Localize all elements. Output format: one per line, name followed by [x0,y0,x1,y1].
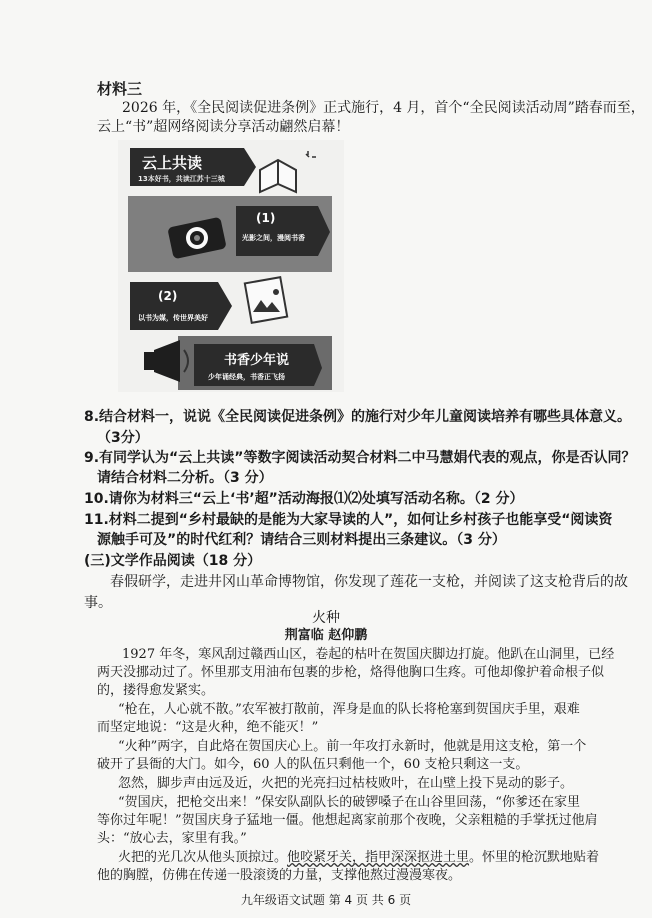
story-p3-line-2: 破开了县衙的大门。如今，60 人的队伍只剩他一个，60 支枪只剩这一支。 [97,757,529,772]
story-p6-line-2: 他的胸膛，仿佛在传递一股滚烫的力量，支撑他熬过漫漫寒夜。 [97,868,462,883]
banner-3-text: 以书为媒，传世界美好 [138,314,208,322]
story-p1-line-1: 1927 年冬，寒风刮过赣西山区，卷起的枯叶在贺国庆脚边打旋。他趴在山洞里，已经 [122,647,615,662]
question-9-line-1: 9.有同学认为“云上共读”等数字阅读活动契合材料二中马慧娟代表的观点，你是否认同？ [84,450,636,466]
banner-2-text: 光影之间，漫阅书香 [242,234,305,242]
question-8-line-1: 8.结合材料一，说说《全民阅读促进条例》的施行对少年儿童阅读培养有哪些具体意义。 [84,409,632,425]
poster-mark-1: (1) [256,211,276,225]
story-p3-line-1: “火种”两字，自此烙在贺国庆心上。前一年攻打永新时，他就是用这支枪，第一个 [118,739,587,754]
banner-3-shape [130,282,232,330]
story-p6-pre: 火把的光几次从他头顶掠过。 [118,850,288,865]
question-9-line-2: 请结合材料二分析。（3 分） [97,470,273,486]
story-p5-line-3: 头：“放心去，家里有我。” [97,831,247,846]
story-p5-line-1: “贺国庆，把枪交出来！”保安队副队长的破锣嗓子在山谷里回荡，“你爹还在家里 [118,795,580,810]
banner-4-title: 书香少年说 [224,353,290,368]
poster-mark-2: (2) [158,289,178,303]
question-11-line-1: 11.材料二提到“乡村最缺的是能为大家导读的人”，如何让乡村孩子也能享受“阅读资 [84,512,613,528]
story-p1-line-3: 的，搂得愈发紧实。 [97,683,215,698]
story-p1-line-2: 两天没挪动过了。怀里那支用油布包裹的步枪，烙得他胸口生疼。可他却像护着命根子似 [97,665,605,680]
material3-title: 材料三 [97,80,143,98]
section-3-heading: (三)文学作品阅读（18 分） [84,553,262,569]
banner-1-title: 云上共读 [142,154,203,172]
story-authors: 荆富临 赵仰鹏 [284,628,368,643]
banner-4-subtitle: 少年诵经典，书香正飞扬 [208,373,285,381]
banner-1-subtitle: 13本好书，共读江苏十三城 [138,175,225,183]
material3-line-1: 2026 年，《全民阅读促进条例》正式施行，4 月，首个“全民阅读活动周”踏春而至， [122,100,645,116]
story-p6-post: 。怀里的枪沉默地贴着 [469,850,600,865]
section-3-intro-line-2: 事。 [84,595,112,611]
photo-frame-icon [245,277,287,323]
page-footer: 九年级语文试题 第 4 页 共 6 页 [240,893,412,907]
story-p4: 忽然，脚步声由远及近，火把的光亮扫过枯枝败叶，在山壁上投下晃动的影子。 [118,776,574,791]
story-p2-line-2: 而坚定地说：“这是火种，绝不能灭！” [97,720,319,735]
cloud-reading-poster [118,140,344,392]
question-8-line-2: （3分） [97,430,149,446]
question-10: 10.请你为材料三“云上‘书’超”活动海报⑴⑵处填写活动名称。（2 分） [84,491,524,507]
story-p5-line-2: 等你过年呢！”贺国庆身子猛地一僵。他想起离家前那个夜晚，父亲粗糙的手掌抚过他肩 [97,813,598,828]
story-title: 火种 [312,610,340,626]
banner-2-shape [236,206,330,256]
section-3-intro-line-1: 春假研学，走进井冈山革命博物馆，你发现了莲花一支枪，并阅读了这支枪背后的故 [110,574,628,590]
story-p2-line-1: “枪在，人心就不散。”农军被打散前，浑身是血的队长将枪塞到贺国庆手里，艰难 [118,702,580,717]
story-p6-line-1 [118,849,599,867]
question-11-line-2: 源触手可及”的时代红利？请结合三则材料提出三条建议。（3 分） [97,532,506,548]
story-p6-underlined: 他咬紧牙关，指甲深深抠进土里 [287,850,470,865]
material3-line-2: 云上“书”超网络阅读分享活动翩然启幕！ [97,119,350,135]
